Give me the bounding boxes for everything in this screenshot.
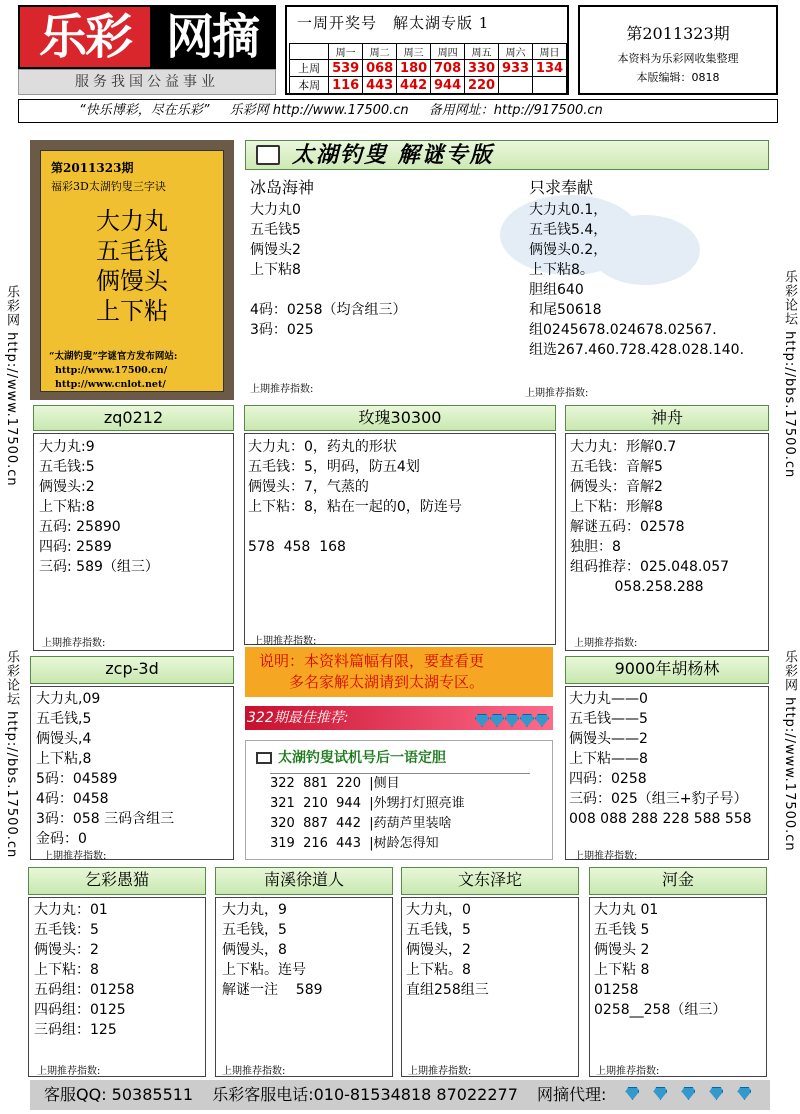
panel-nanxi <box>215 897 393 1077</box>
draw-number: 180 <box>397 60 431 77</box>
last-week-label: 上周 <box>290 60 329 77</box>
footer-gems <box>625 1085 765 1104</box>
draw-number: 134 <box>533 60 567 77</box>
draw-table <box>289 43 567 94</box>
day-header: 周二 <box>363 44 397 60</box>
panel-header: 乞彩愚猫 <box>28 867 206 895</box>
trial-title: 太湖钓叟试机号后一语定胆 <box>256 747 552 767</box>
recommend-label: 上期推荐指数: <box>42 638 106 649</box>
trial-row: 321 210 944 |外甥打灯照亮谁 <box>270 796 465 811</box>
panel-header: 9000年胡杨林 <box>565 656 769 684</box>
trial-row: 320 887 442 |药葫芦里装啥 <box>270 816 452 831</box>
panel-header: zcp-3d <box>30 656 234 684</box>
recommend-label: 上期推荐指数: <box>43 851 107 862</box>
recommend-label: 上期推荐指数: <box>37 1066 101 1077</box>
recommend-label: 上期推荐指数: <box>596 1066 660 1077</box>
issue-number: 第2011323期 <box>626 24 730 43</box>
issue-box <box>578 5 778 95</box>
panel-text: 大力丸：0，药丸的形状 五毛钱：5，明码，防五4划 俩馒头：7，气蒸的 上下粘：8，粘在一起的0，防连号 578 458 168 <box>248 439 462 555</box>
riddle-note: “太湖钓叟”字谜官方发布网站: <box>49 351 178 362</box>
backup-link[interactable]: 备用网址：http://917500.cn <box>428 103 603 118</box>
panel-header: zq0212 <box>33 405 234 431</box>
day-header: 周三 <box>397 44 431 60</box>
expert-text: 大力丸0 五毛钱5 俩馒头2 上下粘8 4码：0258（均含组三） 3码：025 <box>250 202 407 338</box>
panel-text: 大力丸：01 五毛钱：5 俩馒头：2 上下粘：8 五码组：01258 四码组：0125 三码组：125 <box>34 902 135 1038</box>
diamond-icon <box>709 1087 723 1100</box>
rating-gems <box>474 711 549 735</box>
draw-number: 068 <box>363 60 397 77</box>
panel-rose <box>244 433 556 645</box>
expert-name: 只求奉献 <box>529 178 594 197</box>
notice: 说明：本资料篇幅有限，要查看更 多名家解太湖请到太湖专区。 <box>245 647 553 697</box>
trial-row: 319 216 443 |树龄怎得知 <box>270 836 439 851</box>
site-link[interactable]: 乐彩网 http://www.17500.cn <box>229 103 409 118</box>
footer <box>30 1080 770 1110</box>
panel-text: 大力丸:9 五毛钱:5 俩馒头:2 上下粘:8 五码: 25890 四码: 2589 三码: 589（组三） <box>39 439 159 575</box>
recommend-label: 上期推荐指数: <box>250 384 314 395</box>
panel-hejin <box>589 897 767 1077</box>
recommend-label: 上期推荐指数: <box>253 636 317 647</box>
logo-black: 网摘 <box>150 7 274 67</box>
side-left-top[interactable]: 乐彩网 http://www.17500.cn <box>4 285 19 487</box>
panel-header: 玫瑰30300 <box>244 405 556 431</box>
trial-number-box <box>245 740 553 860</box>
panel-header: 文东泽坨 <box>401 867 579 895</box>
slogan: 服务我国公益事业 <box>18 69 276 95</box>
diamond-icon <box>681 1087 695 1100</box>
recommend-label: 上期推荐指数: <box>574 638 638 649</box>
riddle-url2[interactable]: http://www.cnlot.net/ <box>55 379 166 390</box>
draw-number: 708 <box>431 60 465 77</box>
panel-text: 大力丸——0 五毛钱——5 俩馒头——2 上下粘——8 四码：0258 三码：025（组三+豹子号） 008 088 288 228 588 558 <box>569 691 752 827</box>
riddle-line: 大力丸 <box>96 207 168 235</box>
recommend-label: 上期推荐指数: <box>525 388 589 399</box>
day-header: 周六 <box>499 44 533 60</box>
panel-text: 大力丸,09 五毛钱,5 俩馒头,4 上下粘,8 5码：04589 4码：0458 3码：058 三码含组三 金码：0 <box>36 691 175 847</box>
recommend-label: 上期推荐指数: <box>574 851 638 862</box>
panel-text: 大力丸，9 五毛钱，5 俩馒头，8 上下粘。连号 解谜一注 589 <box>222 902 323 998</box>
draw-number: 220 <box>465 77 499 94</box>
diamond-icon <box>535 714 549 727</box>
panel-text: 大力丸，0 五毛钱，5 俩馒头，2 上下粘。8 直组258组三 <box>406 902 489 998</box>
draw-title: 一周开奖号 解太湖专版 1 <box>297 14 490 32</box>
panel-zcp <box>30 686 234 860</box>
footer-phone: 乐彩客服电话:010-81534818 87022277 <box>212 1085 518 1104</box>
riddle-line: 俩馒头 <box>96 267 168 295</box>
diamond-icon <box>490 714 504 727</box>
footer-agent: 网摘代理: <box>536 1085 607 1104</box>
day-header: 周五 <box>465 44 499 60</box>
draw-number: 944 <box>431 77 465 94</box>
footer-qq[interactable]: 客服QQ: 50385511 <box>44 1085 194 1104</box>
trial-row: 322 881 220 |侧目 <box>270 776 400 791</box>
riddle-line: 五毛钱 <box>96 237 168 265</box>
diamond-icon <box>475 714 489 727</box>
section-title: 太湖钓叟 解谜专版 <box>245 140 769 170</box>
draw-number: 442 <box>397 77 431 94</box>
panel-qicai <box>28 897 206 1077</box>
best-recommend: 322期最佳推荐: <box>245 706 553 730</box>
speaker-icon <box>256 752 272 764</box>
diamond-icon <box>520 714 534 727</box>
draw-number: 116 <box>329 77 363 94</box>
panel-header: 南溪徐道人 <box>215 867 393 895</box>
expert-text: 大力丸0.1， 五毛钱5.4， 俩馒头0.2， 上下粘8。 胆组640 和尾50618 组0245678.024678.02567. 组选267.460.728.428.028.140. <box>529 202 745 358</box>
panel-text: 大力丸：形解0.7 五毛钱：音解5 俩馒头：音解2 上下粘：形解8 解谜五码：02578 独胆：8 组码推荐：025.048.057 058.258.288 <box>570 439 730 595</box>
logo-red: 乐彩 <box>20 7 150 67</box>
logo <box>18 5 276 69</box>
weekly-draw-box <box>285 5 569 95</box>
draw-number <box>533 77 567 94</box>
diamond-icon <box>737 1087 751 1100</box>
draw-number: 933 <box>499 60 533 77</box>
riddle-issue: 第2011323期 <box>51 161 134 175</box>
source-note: 本资料为乐彩网收集整理 <box>617 52 739 65</box>
diamond-icon <box>625 1087 639 1100</box>
day-header: 周四 <box>431 44 465 60</box>
day-header: 周一 <box>329 44 363 60</box>
side-left-bottom[interactable]: 乐彩论坛 http://bbs.17500.cn <box>4 650 19 859</box>
side-right-top[interactable]: 乐彩论坛 http://bbs.17500.cn <box>782 270 797 479</box>
book-icon <box>256 145 280 165</box>
panel-huyang <box>565 686 769 860</box>
day-header: 周日 <box>533 44 567 60</box>
motto: “快乐博彩，尽在乐彩” <box>79 103 210 118</box>
side-right-bottom[interactable]: 乐彩网 http://www.17500.cn <box>782 650 797 852</box>
draw-number: 539 <box>329 60 363 77</box>
riddle-line: 上下粘 <box>96 297 168 325</box>
panel-wendong <box>401 897 579 1077</box>
riddle-subtitle: 福彩3D太湖钓叟三字诀 <box>51 180 166 193</box>
draw-number: 443 <box>363 77 397 94</box>
panel-zq0212 <box>33 433 234 651</box>
recommend-label: 上期推荐指数: <box>408 1066 472 1077</box>
panel-header: 神舟 <box>565 405 769 431</box>
url-bar <box>18 99 778 123</box>
panel-text: 大力丸 01 五毛钱 5 俩馒头 2 上下粘 8 01258 0258__258（组三） <box>594 902 727 1018</box>
expert-name: 冰岛海神 <box>250 178 315 197</box>
panel-header: 河金 <box>589 867 767 895</box>
draw-number <box>499 77 533 94</box>
riddle-url1[interactable]: http://www.17500.cn/ <box>55 365 168 376</box>
riddle-box <box>30 140 234 400</box>
panel-shenzhou <box>565 433 769 651</box>
diamond-icon <box>505 714 519 727</box>
edition-note: 本版编辑：0818 <box>636 71 720 84</box>
this-week-label: 本周 <box>290 77 329 94</box>
diamond-icon <box>653 1087 667 1100</box>
draw-number: 330 <box>465 60 499 77</box>
recommend-label: 上期推荐指数: <box>222 1066 286 1077</box>
